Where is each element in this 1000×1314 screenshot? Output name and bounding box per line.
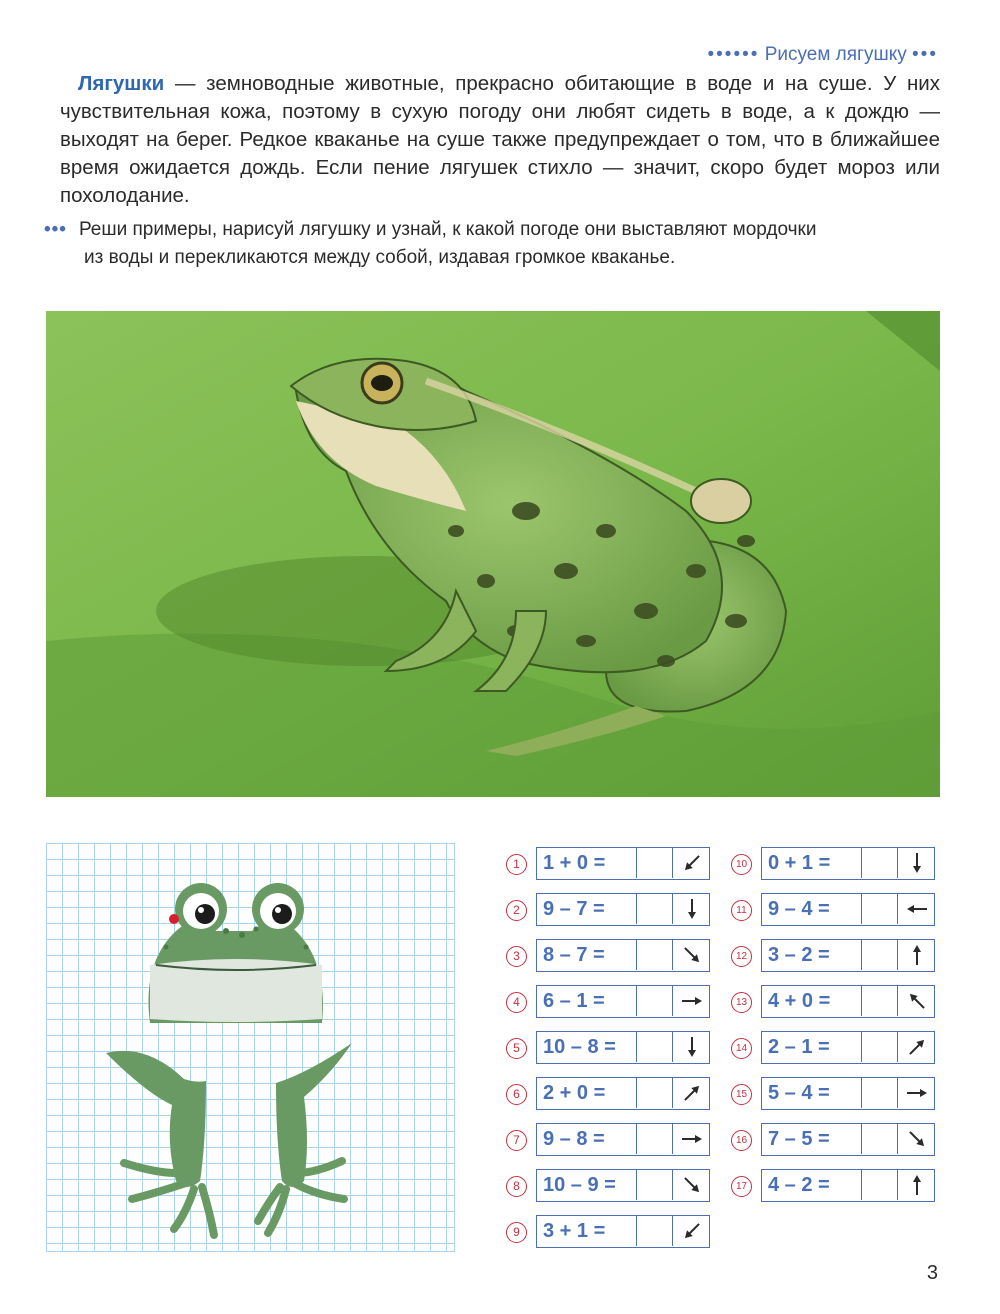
- exercise-expression: 4 + 0 =: [762, 986, 862, 1016]
- page-number: 3: [926, 1262, 938, 1284]
- exercise-number: 3: [506, 946, 527, 967]
- answer-cell[interactable]: [637, 986, 673, 1016]
- answer-cell[interactable]: [637, 1032, 673, 1062]
- header-dots-left: ••••••: [707, 44, 760, 65]
- exercise-box: [761, 1169, 935, 1202]
- frog-photo: [46, 311, 940, 797]
- exercise-expression: 10 – 9 =: [537, 1170, 637, 1200]
- answer-cell[interactable]: [862, 1170, 898, 1200]
- exercise-expression: 3 – 2 =: [762, 940, 862, 970]
- exercise-number: 12: [731, 946, 752, 967]
- exercise-expression: 10 – 8 =: [537, 1032, 637, 1062]
- exercise-expression: 4 – 2 =: [762, 1170, 862, 1200]
- answer-cell[interactable]: [637, 1216, 673, 1246]
- exercise-expression: 7 – 5 =: [762, 1124, 862, 1154]
- intro-text: — земноводные животные, прекрасно обитающие в воде и на суше. У них чувствительная кожа, поэтому в сухую погоду они любят сидеть в воде, а к дождю — выходят на берег. Редкое кваканье на суше также предупреждает о том, что в ближайшее время ожидается дождь. Если пение лягушек стихло — значит, скоро будет мороз или похолодание.: [60, 72, 940, 207]
- answer-cell[interactable]: [637, 848, 673, 878]
- exercise-expression: 6 – 1 =: [537, 986, 637, 1016]
- exercise-expression: 2 + 0 =: [537, 1078, 637, 1108]
- exercise-number: 16: [731, 1130, 752, 1151]
- exercise-expression: 9 – 7 =: [537, 894, 637, 924]
- header-dots-right: •••: [912, 44, 938, 65]
- answer-cell[interactable]: [862, 894, 898, 924]
- exercise-number: 13: [731, 992, 752, 1013]
- exercise-expression: 2 – 1 =: [762, 1032, 862, 1062]
- exercise-expression: 9 – 8 =: [537, 1124, 637, 1154]
- exercise-box: [536, 1123, 710, 1156]
- exercise-number: 8: [506, 1176, 527, 1197]
- exercise-number: 5: [506, 1038, 527, 1059]
- exercise-number: 11: [731, 900, 752, 921]
- answer-cell[interactable]: [862, 986, 898, 1016]
- arrow-up-left-icon: [900, 987, 934, 1015]
- arrow-up-right-icon: [900, 1033, 934, 1061]
- arrow-left-icon: [900, 895, 934, 923]
- drawing-grid[interactable]: [46, 843, 455, 1252]
- answer-cell[interactable]: [637, 894, 673, 924]
- arrow-down-right-icon: [675, 941, 709, 969]
- task-line-2: из воды и перекликаются между собой, издавая громкое кваканье.: [84, 247, 676, 268]
- exercise-number: 7: [506, 1130, 527, 1151]
- arrow-right-icon: [675, 1125, 709, 1153]
- answer-cell[interactable]: [637, 1078, 673, 1108]
- arrow-right-icon: [900, 1079, 934, 1107]
- answer-cell[interactable]: [862, 1032, 898, 1062]
- exercise-number: 9: [506, 1222, 527, 1243]
- arrow-up-right-icon: [675, 1079, 709, 1107]
- exercise-box: [536, 939, 710, 972]
- exercise-box: [761, 1123, 935, 1156]
- exercise-box: [536, 1031, 710, 1064]
- arrow-down-icon: [675, 1033, 709, 1061]
- arrow-down-right-icon: [900, 1125, 934, 1153]
- exercise-number: 14: [731, 1038, 752, 1059]
- exercise-expression: 3 + 1 =: [537, 1216, 637, 1246]
- arrow-down-right-icon: [675, 1171, 709, 1199]
- exercise-expression: 9 – 4 =: [762, 894, 862, 924]
- arrow-right-icon: [675, 987, 709, 1015]
- exercise-number: 10: [731, 854, 752, 875]
- answer-cell[interactable]: [637, 1170, 673, 1200]
- arrow-down-left-icon: [675, 849, 709, 877]
- exercise-box: [761, 1077, 935, 1110]
- frog-left-leg-icon: [106, 1051, 214, 1235]
- exercise-box: [536, 1077, 710, 1110]
- header-title: Рисуем лягушку: [764, 44, 907, 65]
- running-header: [707, 44, 938, 66]
- task-bullets: •••: [44, 219, 67, 240]
- exercise-number: 17: [731, 1176, 752, 1197]
- frog-right-leg-icon: [258, 1043, 352, 1233]
- exercise-number: 15: [731, 1084, 752, 1105]
- exercise-expression: 1 + 0 =: [537, 848, 637, 878]
- task-line-1: Реши примеры, нарисуй лягушку и узнай, к какой погоде они выставляют мордочки: [78, 219, 817, 240]
- exercise-box: [761, 939, 935, 972]
- answer-cell[interactable]: [637, 1124, 673, 1154]
- arrow-up-icon: [900, 941, 934, 969]
- exercise-box: [761, 1031, 935, 1064]
- exercise-number: 4: [506, 992, 527, 1013]
- exercise-box: [536, 893, 710, 926]
- exercise-box: [761, 847, 935, 880]
- exercise-box: [761, 985, 935, 1018]
- frog-head-icon: [148, 883, 322, 1023]
- answer-cell[interactable]: [862, 848, 898, 878]
- arrow-down-icon: [900, 849, 934, 877]
- exercise-box: [536, 985, 710, 1018]
- intro-paragraph: [60, 70, 940, 210]
- answer-cell[interactable]: [862, 940, 898, 970]
- arrow-up-icon: [900, 1171, 934, 1199]
- exercise-number: 6: [506, 1084, 527, 1105]
- exercise-expression: 0 + 1 =: [762, 848, 862, 878]
- task-instruction: [44, 216, 944, 272]
- arrow-down-icon: [675, 895, 709, 923]
- exercise-box: [536, 1169, 710, 1202]
- intro-lead-word: Лягушки: [78, 72, 165, 95]
- answer-cell[interactable]: [862, 1124, 898, 1154]
- answer-cell[interactable]: [637, 940, 673, 970]
- answer-cell[interactable]: [862, 1078, 898, 1108]
- exercise-expression: 5 – 4 =: [762, 1078, 862, 1108]
- exercise-box: [536, 1215, 710, 1248]
- exercise-expression: 8 – 7 =: [537, 940, 637, 970]
- arrow-down-left-icon: [675, 1217, 709, 1245]
- exercise-box: [536, 847, 710, 880]
- exercise-number: 1: [506, 854, 527, 875]
- exercise-box: [761, 893, 935, 926]
- exercise-number: 2: [506, 900, 527, 921]
